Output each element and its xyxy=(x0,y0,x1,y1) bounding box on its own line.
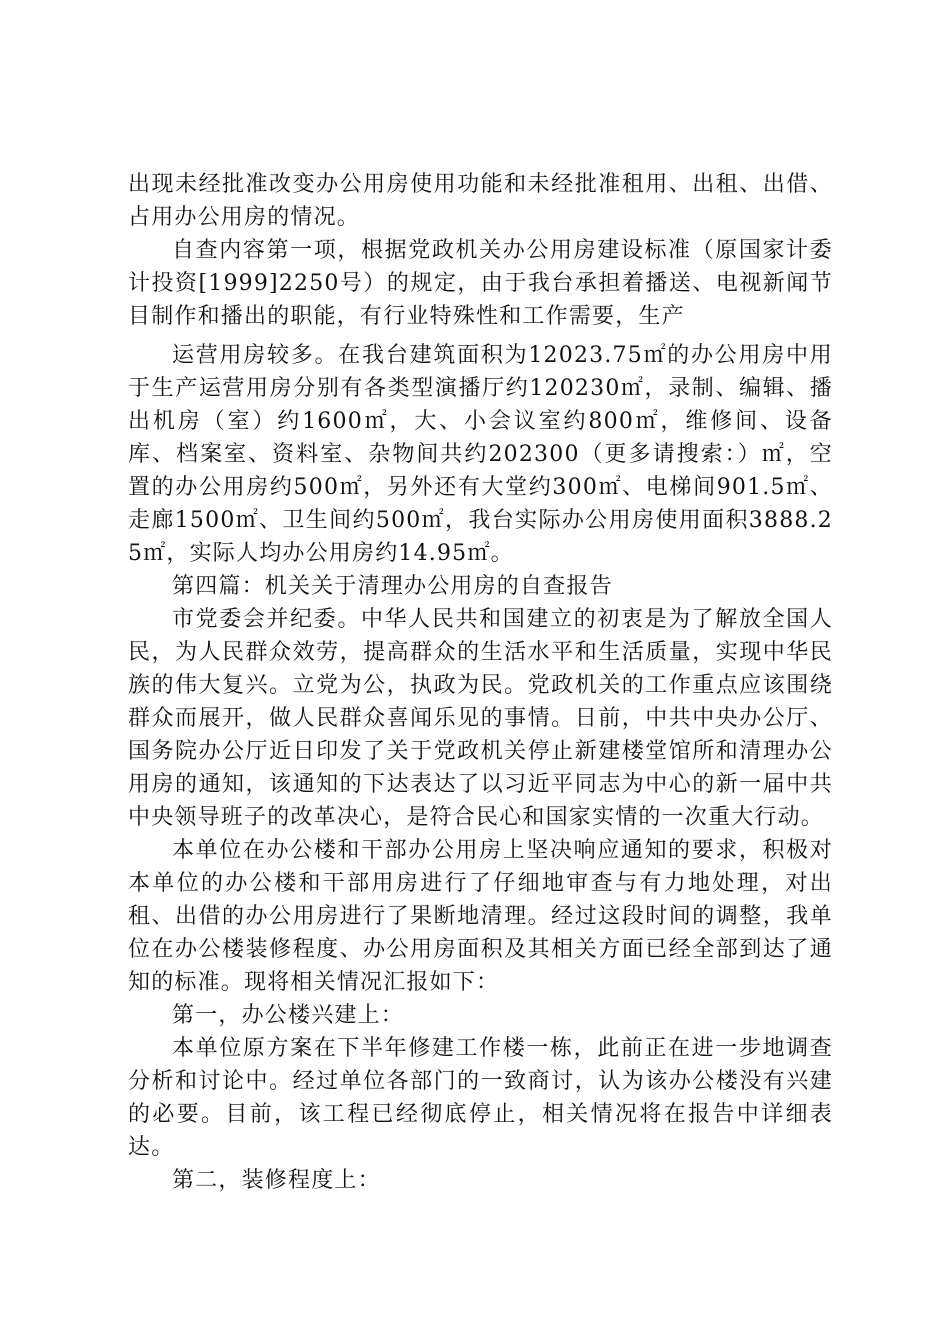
subheading-first-construction: 第一，办公楼兴建上： xyxy=(172,1003,405,1028)
paragraph-introduction: 市党委会并纪委。中华人民共和国建立的初衷是为了解放全国人民，为人民群众效劳，提高群众的生活水平和生活质量，实现中华民族的伟大复兴。立党为公，执政为民。党政机关的工作重点应该围绕群众而展开，做人民群众喜闻乐见的事情。日前，中共中央办公厅、国务院办公厅近日印发了关于党政机关停止新建楼堂馆所和清理办公用房的通知，该通知的下达表达了以习近平同志为中心的新一届中共中央领导班子的改革决心，是符合民心和国家实情的一次重大行动。 xyxy=(128,607,833,830)
document-body xyxy=(128,168,833,1197)
paragraph-self-check-item-one: 自查内容第一项，根据党政机关办公用房建设标准（原国家计委计投资[1999]2250号）的规定，由于我台承担着播送、电视新闻节目制作和播出的职能，有行业特殊性和工作需要，生产 xyxy=(128,238,833,329)
subheading-second-decoration: 第二，装修程度上： xyxy=(172,1168,381,1193)
paragraph-construction-details: 本单位原方案在下半年修建工作楼一栋，此前正在进一步地调查分析和讨论中。经过单位各部门的一致商讨，认为该办公楼没有兴建的必要。目前，该工程已经彻底停止，相关情况将在报告中详细表达。 xyxy=(128,1036,833,1160)
paragraph-continuation: 出现未经批准改变办公用房使用功能和未经批准租用、出租、出借、占用办公用房的情况。 xyxy=(128,172,833,230)
section-heading-part-four: 第四篇：机关关于清理办公用房的自查报告 xyxy=(172,574,613,599)
paragraph-unit-response: 本单位在办公楼和干部办公用房上坚决响应通知的要求，积极对本单位的办公楼和干部用房进行了仔细地审查与有力地处理，对出租、出借的办公用房进行了果断地清理。经过这段时间的调整，我单位在办公楼装修程度、办公用房面积及其相关方面已经全部到达了通知的标准。现将相关情况汇报如下： xyxy=(128,838,833,995)
paragraph-office-area-details: 运营用房较多。在我台建筑面积为12023.75㎡的办公用房中用于生产运营用房分别有各类型演播厅约120230㎡，录制、编辑、播出机房（室）约1600㎡，大、小会议室约800㎡，维修间、设备库、档案室、资料室、杂物间共约202300（更多请搜索：）㎡，空置的办公用房约500㎡，另外还有大堂约300㎡、电梯间901.5㎡、走廊1500㎡、卫生间约500㎡，我台实际办公用房使用面积3888.25㎡，实际人均办公用房约14.95㎡。 xyxy=(128,343,833,566)
